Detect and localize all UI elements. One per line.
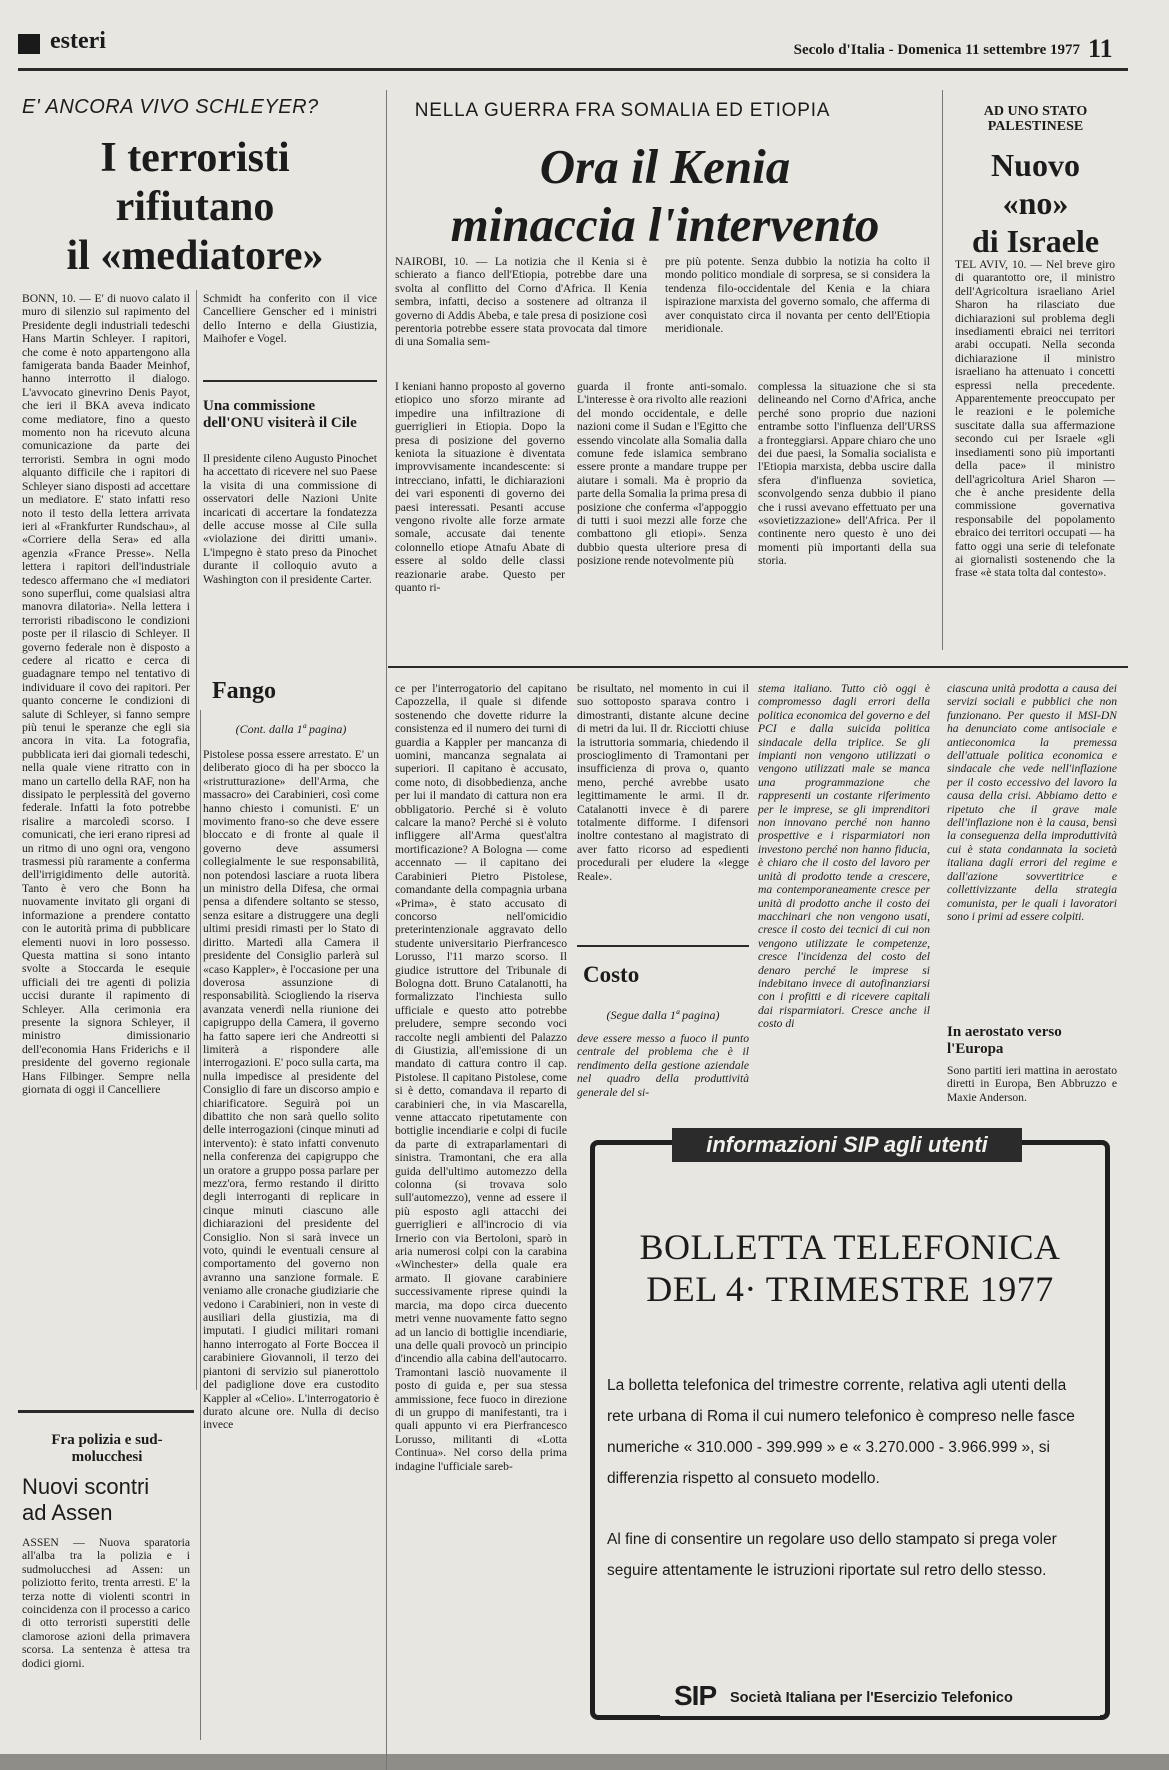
schleyer-body-col1: BONN, 10. — E' di nuovo calato il muro di silenzio sul rapimento del Presidente degli industriali tedeschi Hans Martin Schleyer. I rapitori, che come è noto appartengono alla famigerata banda Baader Meinhof, hanno interrotto il dialogo. L'avvocato ginevrino Denis Payot, che ieri il BKA aveva indicato come mediatore, fino a questo momento non ha ricevuto alcuna comunicazione da parte dei terroristi. Sembra in ogni modo alquanto difficile che i rapitori di Schleyer siano disposti ad accettare un mediatore. E' stato infatti reso noto il testo della lettera arrivata ieri al «Frankfurter Rundschau», al «Corriere della Sera» ed alla agenzia «France Presse». Nella lettera i rapitori dell'industriale tedesco affermano che «I mediatori sono superflui, come qualsiasi altra manovra dilatoria». Nella lettera i terroristi ribadiscono le condizioni poste per il rilascio di Schleyer. Il governo federale non è disposto a cedere al ricatto e cerca di guadagnare tempo nel tentativo di individuare il covo dei rapitori. Per quanto concerne le condizioni di salute di Schleyer, si fanno sempre più tenui le speranze che egli sia ancora in vita. La fotografia, pubblicata ieri dai giornali tedeschi, nella quale viene ritratto con in mano un cartello della RAF, non ha dissipato le perplessità del governo federale. Infatti la foto potrebbe risalire a marcoledì scorso. I comunicati, che ieri erano ripresi ad un ritmo di uno ogni ora, vengono trasmessi più raramente a conferma dell'irrigidimento delle autorità. Tanto è vero che Bonn ha nuovamente invitato gli organi di informazione a prendere contatto con le autorità prima di pubblicare elementi nuovi in loro possesso. Questa mattina si sono intanto svolte a Stoccarda le esequie ufficiali dei tre agenti di polizia uccisi durante il rapimento di Schleyer. Alla cerimonia era presente la signora Schleyer, il ministro dimissionario dell'economia Hans Friderichs e il presidente del governo regionale Hans Filbinger. Sempre nella giornata di oggi il Cancelliere: [22, 292, 190, 1096]
fango-body-col3: be risultato, nel momento in cui il suo sottoposto sparava contro i dimostranti, distante alcune decine di metri da lui. Il dr. Ricciotti chiuse la istruttoria sommaria, chiedendo il proscioglimento di Tramontani per insufficienza di prova o, quanto meno, perché avrebbe usato legittimamente le armi. Il dr. Catalanotti invece è di parere totalmente difforme. I difensori inoltre contestano al magistrato di aver fatto ricorso ad espedienti procedurali per eludere la «legge Reale».: [577, 682, 749, 883]
sip-footer: [660, 1676, 1100, 1716]
column-rule-fango: [200, 710, 201, 1740]
costo-headline: Costo: [583, 962, 640, 987]
schleyer-kicker: E' ANCORA VIVO SCHLEYER?: [22, 96, 319, 118]
sip-paragraph-1: La bolletta telefonica del trimestre corrente, relativa agli utenti della rete urbana di Roma il cui numero telefonico è compreso nelle fasce numeriche « 310.000 - 399.999 » e « 3.270.000 - 3.966.999 », si differenzia rispetto al consueto modello.: [607, 1377, 1075, 1487]
costo-body-col3: ciascuna unità prodotta a causa dei servizi sociali e pubblici che non funzionano. Per questo il MSI-DN ha denunciato come antisociale e antieconomica la premessa dell'attuale politica economica e sindacale che vede nell'inflazione per il costo eccessivo del lavoro la causa della crisi. Abbiamo detto e ripetuto che il grave male dell'inflazione non è la causa, bensì la conseguenza della improduttività cui è stata condannata la società italiana dagli errori del regime e dall'azione sovvertitrice e collettivizzante della strategia comunista, per le quali i lavoratori sono i primi ad essere colpiti.: [947, 682, 1117, 923]
onu-headline: Una commissione dell'ONU visiterà il Cile: [203, 398, 357, 431]
israele-body: TEL AVIV, 10. — Nel breve giro di quarantotto ore, il ministro dell'Agricoltura israeliano Ariel Sharon ha rilasciato due dichiarazioni sul problema degli insediamenti ebraici nei territori arabi occupati. Nella seconda dichiarazione il ministro israeliano ha attenuato i concetti espressi nella precedente. Apparentemente preoccupato per le reazioni e le polemiche suscitate dalla sua affermazione secondo cui per Israele «gli insediamenti sono più importanti della pace» il ministro dell'agricoltura Ariel Sharon — che è anche presidente della commissione governativa responsabile del popolamento ebraico dei territori occupati — ha fatto oggi una serie di telefonate ai giornalisti sostenendo che la frase «è stata tolta dal contesto».: [955, 258, 1115, 580]
israele-headline: [948, 146, 1123, 260]
kenia-headline: [395, 138, 935, 254]
kenia-body-col2: guarda il fronte anti-somalo. L'interesse è ora rivolto alle reazioni del mondo occidentale, e delle nazioni come il Sudan e l'Egitto che essendo vincolate alla Somalia dalla comune fede islamica sembrano essere pronte a mandare truppe per aiutare i somali. Ma è proprio da parte della Somalia la prima presa di posizione che conferma «l'appoggio di tutti i suoi mezzi alle forze che combattono gli etiopi». Senza dubbio questa ulteriore presa di posizione rende notevolmente più: [577, 380, 747, 568]
kenia-kicker: NELLA GUERRA FRA SOMALIA ED ETIOPIA: [414, 100, 831, 121]
kenia-headline-line1: Ora il Kenia: [539, 139, 791, 194]
kenia-lead-col2: pre più potente. Senza dubbio la notizia ha colto il mondo politico mondiale di sorpresa, se si considera la tendenza filo-occidentale del Kenia e la chiara ispirazione marxista del governo somalo, che afferma di aver conquistato circa il novanta per cento dell'Etiopia meridionale.: [665, 255, 930, 336]
onu-rule: [203, 380, 377, 382]
sudmol-headline-line1: Nuovi scontri: [22, 1474, 150, 1499]
sudmol-headline-line2: ad Assen: [22, 1500, 113, 1525]
schleyer-headline: [20, 134, 370, 281]
fango-body-col2: ce per l'interrogatorio del capitano Capozzella, il quale si difende sostenendo che dovette ridurre la consistenza ed il numero dei turni di guardia a Kappler per mancanza di uomini, mancanza segnalata ai superiori. Il capitano è accusato, come noto, di disobbedienza, anche per lui il mandato di cattura non era obbligatorio. Perché si è voluto calcare la mano? Perché si è voluto infliggere all'Arma quest'altra mortificazione? A Bologna — come accennato — il capitano dei Carabinieri Pietro Pistolese, comandante della compagnia urbana «Prima», è stato accusato di concorso nell'omicidio preterintenzionale aggravato dello studente universitario Pierfrancesco Lorusso, l'11 marzo scorso. Il giudice istruttore del Tribunale di Bologna dott. Bruno Catalanotti, ha formalizzato l'inchiesta sullo ufficiale e questo atto potrebbe preludere, sempre secondo voci raccolte negli ambienti del Palazzo di Giustizia, all'emissione di un mandato di cattura contro il cap. Pistolese. Il capitano Pistolese, come si è detto, comandava il reparto di carabinieri che, in via Mascarella, venne attaccato ripetutamente con bottiglie incendiarie e colpi di fucile da parte di extraparlamentari di sinistra. Tramontani, che era alla guida dell'ultimo automezzo della colonna (si trovava solo sull'automezzo), venne ad essere il più esposto agli attacchi dei guerriglieri e all'incrocio di via Irnerio con via Bertoloni, sparò in aria numerosi colpi con la carabina «Winchester» della quale era armato. Il giovane carabiniere successivamente riprese quindi la marcia, ma dopo circa duecento metri venne nuovamente fatto segno ad un lancio di bottiglie incendiarie, una delle quali provocò un principio d'incendio alla cabina dell'autocarro. Tramontani lasciò nuovamente il posto di guida e, per sua stessa ammissione, fece fuoco in direzione di un gruppo di manifestanti, tra i quali appunto vi era Pierfrancesco Lorusso, militanti di «Lotta Continua». Nel corso della prima indagine l'ufficiale sareb-: [395, 682, 567, 1473]
costo-body-col1: deve essere messo a fuoco il punto centrale del problema che è il rendimento della gestione aziendale nel quadro della produttività generale del si-: [577, 1032, 749, 1099]
page-number: 11: [1088, 34, 1113, 63]
kenia-headline-line2: minaccia l'intervento: [450, 197, 880, 252]
israele-kicker: AD UNO STATO PALESTINESE: [983, 104, 1088, 134]
aerostato-headline: In aerostato verso l'Europa: [947, 1024, 1062, 1057]
costo-body-col2: stema italiano. Tutto ciò oggi è compromesso dagli errori della politica economica del governo e del PCI e dalla suicida politica sindacale della triplice. Se gli impianti non vengono utilizzati o vengono utilizzati male se manca una programmazione che rappresenti un costante riferimento per le imprese, se gli imprenditori non innovano perché non hanno prospettive e i risparmiatori non investono perché non hanno fiducia, è chiaro che il costo del lavoro per unità di prodotto tende a crescere, ma contemporaneamente cresce per unità di prodotto anche il costo dei macchinari che non vengono usati, cresce il costo dei tecnici di cui non vengono utilizzate le competenze, cresce l'incidenza del costo del denaro perché le imprese si indebitano invece di autofinanziarsi con i profitti e di ricevere capitali dai risparmiatori. Cresce anche il costo di: [758, 682, 930, 1031]
kenia-body-col3: complessa la situazione che si sta delineando nel Corno d'Africa, anche perché sono proprio due nazioni entrambe sotto l'influenza dell'URSS a fronteggiarsi. Appare chiaro che uno dei due paesi, la Somalia socialista e l'Etiopia marxista, debba uscire dalla sfera d'influenza sovietica, sconvolgendo senza dubbio il piano che i russi avevano effettuato per una «sovietizzazione» dell'Africa. Per il continente nero questo è uno dei momenti più importanti della sua storia.: [758, 380, 936, 568]
aerostato-body: Sono partiti ieri mattina in aerostato diretti in Europa, Ben Abbruzzo e Maxie Anderson.: [947, 1064, 1117, 1104]
sudmol-rule: [18, 1410, 194, 1413]
israele-headline-line1: Nuovo: [991, 147, 1080, 183]
schleyer-body-col2: Schmidt ha conferito con il vice Cancelliere Genscher ed i ministri dello Interno e della Giustizia, Maihofer e Vogel.: [203, 292, 377, 346]
costo-continuation: (Segue dalla 1ª pagina): [606, 1008, 720, 1022]
section-title: esteri: [50, 28, 106, 54]
fango-body-col1: Pistolese possa essere arrestato. E' un deliberato gioco di ha per sbocco la «ristrutturazione» dell'Arma, che massacro» dei Carabinieri, così come hanno chiesto i comunisti. E' un movimento frano-so che deve essere bloccato e di fronte al quale il governo deve assumersi collegialmente le sue responsabilità, non potendosi lasciare a ruota libera un ministro della Difesa, che ormai pensa a difendere soltanto se stesso, senza esitare a distruggere una degli ultimi presidi rimasti per lo Stato di diritto. Martedì alla Camera il presidente del Consiglio parlerà sul «caso Kappler», è l'occasione per una doverosa assunzione di responsabilità. Sciogliendo la riserva avanzata venerdì nella riunione dei capigruppo della Camera, il governo ha fatto sapere ieri che Andreotti si limiterà a rispondere alle interrogazioni. E' poco sulla carta, ma nulla impedisce al presidente del Consiglio di fare un discorso ampio e chiarificatore. Seguirà poi un dibattito che non sarà quello solito delle interrogazioni (cinque minuti ad intervento): è stato infatti convenuto nella conferenza dei capigruppo che un oratore a gruppo possa parlare per mezz'ora, fermo restando il diritto degli interroganti di replicare in cinque minuti ciascuno alle dichiarazioni del presidente del Consiglio. Non si sarà invece un voto, quindi le eventuali censure al comportamento del governo non avranno una sanzione formale. E veniamo alle cronache giudiziarie che vedono i Carabinieri, non in veste di ausiliari della giustizia, ma di imputati. I giudici militari romani hanno interrogato al Forte Boccea il carabiniere Giovannoli, il terzo dei piantoni di servizio sul pianerottolo del padiglione dove era custodito Kappler al «Celio». L'interrogatorio è durato alcune ore. Nulla di deciso invece: [203, 748, 379, 1432]
sudmol-kicker: Fra polizia e sud-molucchesi: [51, 1432, 163, 1465]
column-rule-1: [196, 290, 197, 1390]
schleyer-headline-line1: I terroristi: [100, 135, 290, 181]
kenia-body-col1: I keniani hanno proposto al governo etiopico uno sforzo mirante ad impedire una infiltrazione di guerriglieri in Etiopia. Dopo la presa di posizione del governo keniota la situazione è diventata improvvisamente incandescente: si intrecciano, infatti, le dichiarazioni dei vari esponenti di governo dei paesi interessati. Pesanti accuse vengono rivolte alle forze armate somale, accusate dai tenente colonnello etiope Atnafu Abate di essere al soldo delle classi reazionarie arabe. Questo per quanto ri-: [395, 380, 565, 595]
mid-page-rule: [388, 666, 1128, 668]
onu-body: Il presidente cileno Augusto Pinochet ha accettato di ricevere nel suo Paese la visita di una commissione di osservatori delle Nazioni Unite incaricati di accertare la fondatezza delle accuse mosse al Cile sulla «violazione dei diritti umani». L'impegno è stato preso da Pinochet durante il colloquio avuto a Washington con il presidente Carter.: [203, 452, 377, 586]
sip-title-line1: BOLLETTA TELEFONICA: [639, 1227, 1061, 1267]
column-rule-3: [942, 90, 943, 650]
sip-title: [600, 1226, 1100, 1310]
schleyer-headline-line3: il «mediatore»: [66, 233, 324, 279]
sip-title-line2: DEL 4· TRIMESTRE 1977: [646, 1269, 1054, 1309]
column-rule-2: [386, 90, 387, 1770]
costo-rule: [577, 945, 749, 947]
sip-logo: SIP: [674, 1680, 717, 1711]
israele-headline-line2: «no»: [1002, 185, 1069, 221]
sudmol-body: ASSEN — Nuova sparatoria all'alba tra la polizia e i sudmolucchesi ad Assen: un poliziotto ferito, trenta arresti. E' la terza notte di violenti scontri in coincidenza con il processo a carico di otto terroristi superstiti delle clamorose azioni della primavera scorsa. La sentenza è attesa tra dodici giorni.: [22, 1536, 190, 1670]
sudmol-headline: [22, 1474, 194, 1526]
newspaper-date: Secolo d'Italia - Domenica 11 settembre 1977: [793, 42, 1080, 58]
israele-headline-line3: di Israele: [971, 223, 1100, 259]
fango-headline: Fango: [212, 678, 277, 704]
section-marker-square: [18, 34, 40, 54]
schleyer-headline-line2: rifiutano: [115, 184, 275, 230]
header-rule: [18, 68, 1128, 71]
kenia-lead-col1: NAIROBI, 10. — La notizia che il Kenia si è schierato a fianco dell'Etiopia, potrebbe dare una svolta al conflitto del Corno d'Africa. Il Kenia sembra, infatti, deciso a sostenere ad oltranza il governo di Addis Abeba, e tale presa di posizione così perentoria potrebbe essere stata provocata dal timore di una Somalia sem-: [395, 255, 647, 349]
sip-banner: informazioni SIP agli utenti: [672, 1128, 1022, 1162]
fango-continuation: (Cont. dalla 1ª pagina): [235, 722, 347, 736]
sip-paragraph-2: Al fine di consentire un regolare uso dello stampato si prega voler seguire attentamente le istruzioni riportate sul retro dello stesso.: [607, 1531, 1057, 1579]
sip-company-name: Società Italiana per l'Esercizio Telefonico: [730, 1690, 1013, 1706]
